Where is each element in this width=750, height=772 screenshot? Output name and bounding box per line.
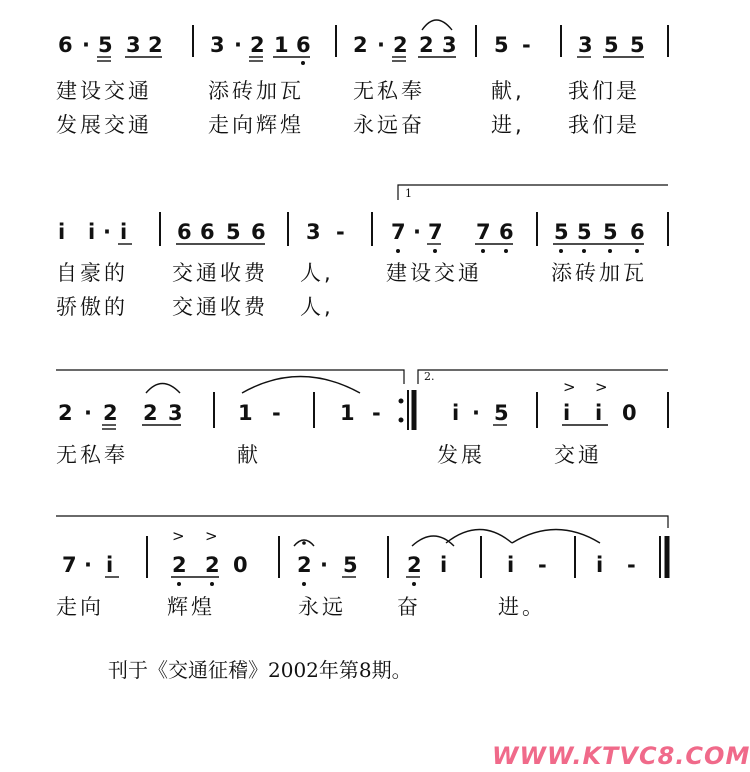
dash: - [272, 401, 281, 425]
note: i [452, 401, 460, 425]
lyric: 无私奉 [353, 79, 425, 103]
accent-mark: > [563, 378, 576, 396]
system-1 [56, 20, 668, 137]
note-dot: · [84, 401, 92, 425]
note: 5 [98, 33, 113, 57]
note: 6 [630, 220, 645, 244]
note: 7 [476, 220, 491, 244]
note: 7 [62, 553, 77, 577]
note: 5 [604, 33, 619, 57]
octave-dot [433, 249, 437, 253]
octave-dot [504, 249, 508, 253]
tie [512, 530, 600, 544]
note: 0 [233, 553, 248, 577]
note: i [120, 220, 128, 244]
lyric: 走向 [56, 595, 104, 619]
note-dot: · [103, 220, 111, 244]
note: 2 [148, 33, 163, 57]
lyric: 献, [491, 79, 525, 103]
lyric: 发展 [437, 443, 485, 467]
note: 3 [168, 401, 183, 425]
note-dot: · [82, 33, 90, 57]
lyric: 进, [491, 113, 525, 137]
note: 5 [603, 220, 618, 244]
lyric: 献 [237, 443, 261, 467]
lyric: 交通 [554, 443, 602, 467]
note: 6 [200, 220, 215, 244]
dash: - [372, 401, 381, 425]
note-dot: · [413, 220, 421, 244]
lyric: 建设交通 [386, 261, 482, 285]
note: 5 [630, 33, 645, 57]
lyric: 人, [300, 261, 334, 285]
dash: - [538, 553, 547, 577]
lyric: 永远 [298, 595, 346, 619]
note: 2 [58, 401, 73, 425]
note: 1 [274, 33, 289, 57]
note: 2 [172, 553, 187, 577]
octave-dot [559, 249, 563, 253]
volta-bracket-2-end [56, 516, 668, 528]
note: 2 [419, 33, 434, 57]
note: 3 [126, 33, 141, 57]
lyric: 走向辉煌 [208, 113, 304, 137]
volta-bracket-1 [398, 185, 668, 200]
dash: - [336, 220, 345, 244]
note: 6 [499, 220, 514, 244]
lyric: 我们是 [568, 113, 640, 137]
note: 6 [177, 220, 192, 244]
note: 1 [340, 401, 355, 425]
tie [446, 530, 512, 544]
note: 5 [226, 220, 241, 244]
repeat-dot [399, 399, 404, 404]
octave-dot [177, 582, 181, 586]
system-4 [56, 516, 668, 619]
note: 3 [578, 33, 593, 57]
note: 5 [494, 33, 509, 57]
lyric: 无私奉 [56, 443, 128, 467]
note: 2 [205, 553, 220, 577]
slur [146, 384, 180, 394]
octave-dot [301, 61, 305, 65]
note: 3 [442, 33, 457, 57]
accent-mark: > [595, 378, 608, 396]
lyric: 添砖加瓦 [551, 261, 647, 285]
lyric: 添砖加瓦 [208, 79, 304, 103]
note: i [595, 401, 603, 425]
note-dot: · [84, 553, 92, 577]
note-dot: · [234, 33, 242, 57]
system-3 [56, 370, 668, 467]
lyric: 交通收费 [172, 261, 268, 285]
note: 3 [210, 33, 225, 57]
lyric: 辉煌 [167, 595, 215, 619]
octave-dot [412, 582, 416, 586]
publication-note: 刊于《交通征稽》2002年第8期。 [108, 658, 412, 682]
volta-number: 1 [405, 187, 412, 200]
note: 2 [393, 33, 408, 57]
note: 5 [577, 220, 592, 244]
note: i [507, 553, 515, 577]
octave-dot [396, 249, 400, 253]
note: 2 [297, 553, 312, 577]
octave-dot [608, 249, 612, 253]
lyric: 人, [300, 295, 334, 319]
volta-number: 2. [424, 370, 435, 383]
lyric: 交通收费 [172, 295, 268, 319]
note: i [563, 401, 571, 425]
note: 5 [343, 553, 358, 577]
note: i [440, 553, 448, 577]
note: 0 [622, 401, 637, 425]
note: 5 [554, 220, 569, 244]
note: 3 [306, 220, 321, 244]
note: 6 [251, 220, 266, 244]
lyric: 我们是 [568, 79, 640, 103]
note: 6 [58, 33, 73, 57]
octave-dot [302, 582, 306, 586]
note-dot: · [320, 553, 328, 577]
lyric: 自豪的 [56, 261, 128, 285]
slur [422, 20, 452, 30]
site-watermark: WWW.KTVC8.COM [492, 742, 750, 770]
note: 2 [103, 401, 118, 425]
note: 2 [143, 401, 158, 425]
lyric: 进。 [498, 595, 546, 619]
note: 2 [250, 33, 265, 57]
lyric: 建设交通 [56, 79, 152, 103]
note-dot: · [377, 33, 385, 57]
tie [242, 377, 360, 394]
octave-dot [582, 249, 586, 253]
lyric: 奋 [397, 595, 421, 619]
note: 7 [391, 220, 406, 244]
volta-bracket-2 [418, 370, 668, 384]
lyric: 骄傲的 [56, 295, 128, 319]
note: i [88, 220, 96, 244]
accent-mark: > [205, 527, 218, 545]
note: i [596, 553, 604, 577]
lyric: 永远奋 [353, 113, 425, 137]
dash: - [522, 33, 531, 57]
note: 7 [428, 220, 443, 244]
accent-mark: > [172, 527, 185, 545]
note: 1 [238, 401, 253, 425]
repeat-dot [399, 418, 404, 423]
lyric: 发展交通 [56, 113, 152, 137]
note: i [58, 220, 66, 244]
note: 2 [353, 33, 368, 57]
note: 6 [296, 33, 311, 57]
dash: - [627, 553, 636, 577]
system-2 [56, 185, 668, 319]
octave-dot [481, 249, 485, 253]
note: 5 [494, 401, 509, 425]
note: i [106, 553, 114, 577]
octave-dot [210, 582, 214, 586]
note-dot: · [472, 401, 480, 425]
fermata-dot [302, 541, 306, 545]
note: 2 [407, 553, 422, 577]
volta-bracket-1-end [56, 370, 404, 384]
octave-dot [635, 249, 639, 253]
